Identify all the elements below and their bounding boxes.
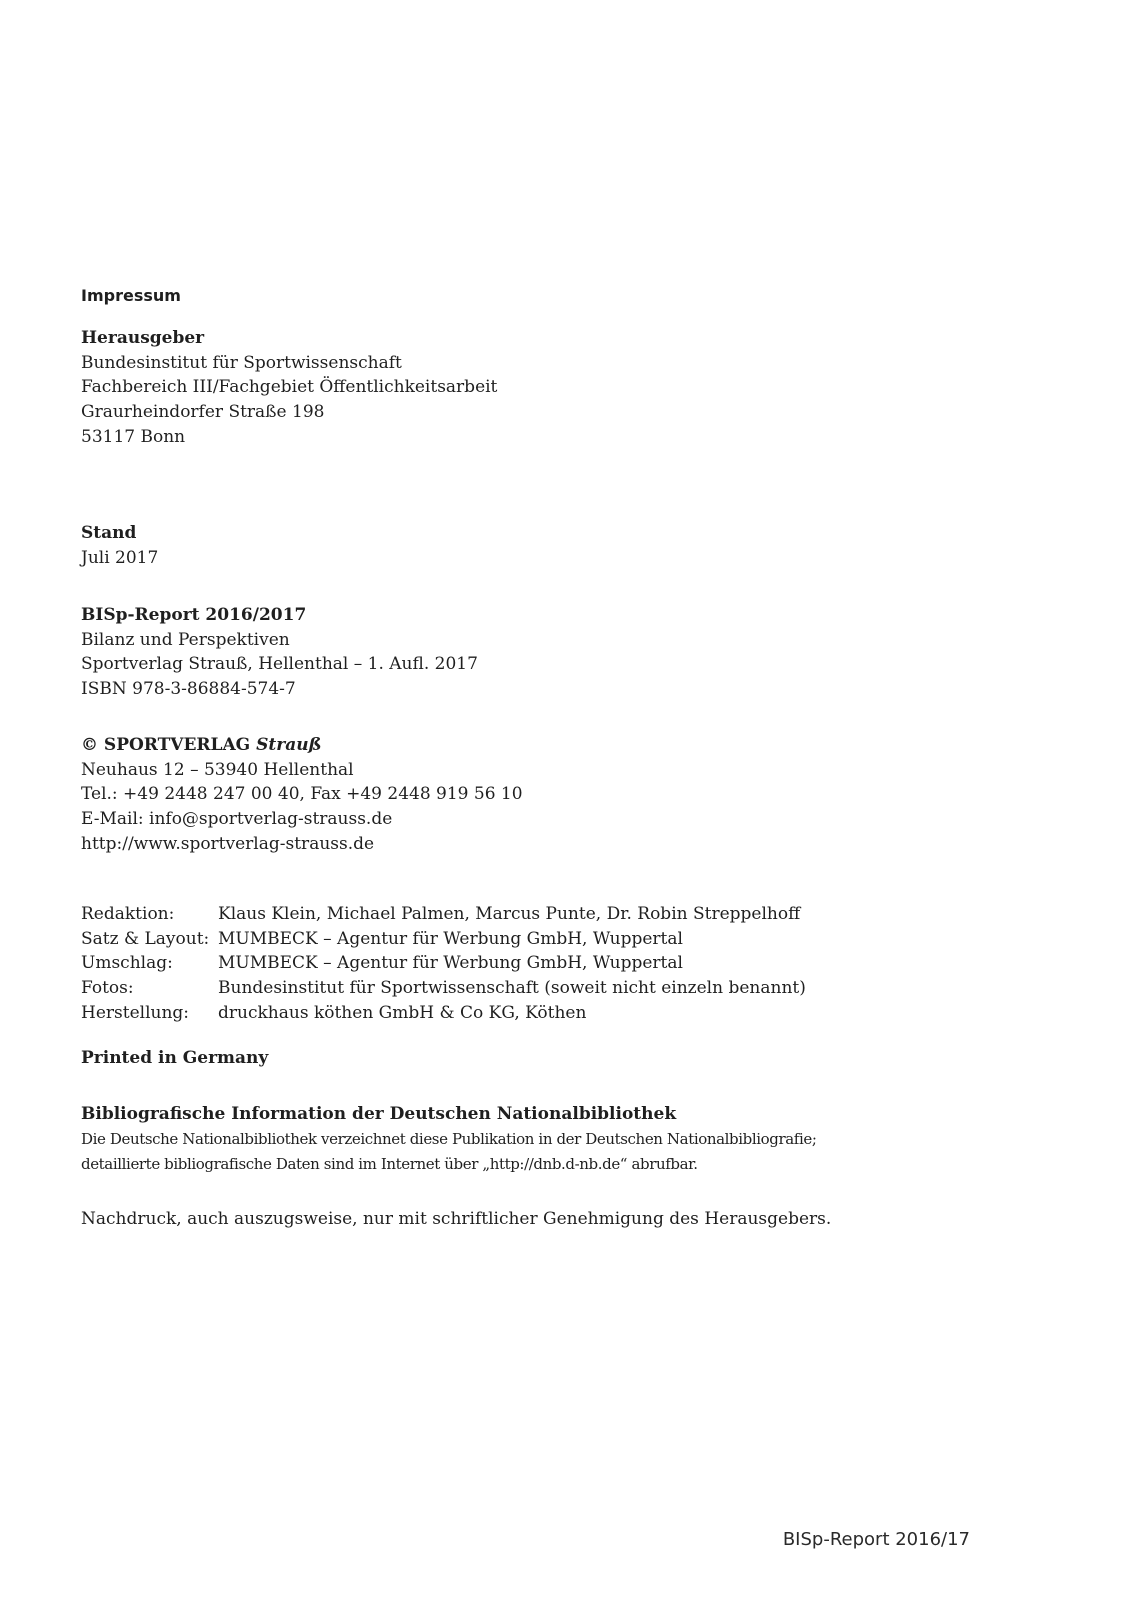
credits-value: Klaus Klein, Michael Palmen, Marcus Punte, Dr. Robin Streppelhoff [218,904,801,924]
credits-label: Herstellung: [81,1002,190,1023]
publisher-email[interactable]: E-Mail: info@sportverlag-strauss.de [81,809,393,830]
herausgeber-heading: Herausgeber [81,328,205,348]
bibliografie-section [81,1102,816,1177]
nachdruck-section [81,1207,831,1232]
nachdruck-note: Nachdruck, auch auszugsweise, nur mit schriftlicher Genehmigung des Herausgebers. [81,1209,832,1229]
credits-value: MUMBECK – Agentur für Werbung GmbH, Wuppertal [218,928,683,949]
publisher-section [81,733,523,857]
impressum-title: Impressum [81,286,181,305]
credits-label: Umschlag: [81,953,173,974]
herausgeber-line: 53117 Bonn [81,426,186,447]
publisher-phone: Tel.: +49 2448 247 00 40, Fax +49 2448 919 56 10 [81,784,523,805]
credits-label: Fotos: [81,978,134,999]
report-heading: BISp-Report 2016/2017 [81,605,307,625]
publisher-heading-prefix: © SPORTVERLAG [81,735,251,755]
credits-label: Redaktion: [81,904,175,924]
printed-in-germany: Printed in Germany [81,1048,269,1068]
bibliografie-heading: Bibliografische Information der Deutschen Nationalbibliothek [81,1104,677,1124]
stand-heading: Stand [81,523,137,543]
publisher-website[interactable]: http://www.sportverlag-strauss.de [81,833,375,854]
credits-row [81,951,806,976]
credits-label: Satz & Layout: [81,928,210,949]
herausgeber-section [81,326,497,450]
stand-section [81,521,158,570]
publisher-heading-name: Strauß [256,735,322,755]
herausgeber-line: Fachbereich III/Fachgebiet Öffentlichkeitsarbeit [81,377,498,398]
printed-section [81,1046,268,1071]
credits-row [81,976,806,1001]
credits-row [81,1001,806,1026]
report-line: Bilanz und Perspektiven [81,629,290,650]
herausgeber-line: Bundesinstitut für Sportwissenschaft [81,352,402,373]
credits-table [81,902,806,1026]
report-line: Sportverlag Strauß, Hellenthal – 1. Aufl. 2017 [81,654,478,675]
report-section [81,603,478,702]
herausgeber-line: Graurheindorfer Straße 198 [81,402,325,423]
page-footer: BISp-Report 2016/17 [782,1529,970,1550]
credits-value: Bundesinstitut für Sportwissenschaft (soweit nicht einzeln benannt) [218,978,806,999]
credits-value: druckhaus köthen GmbH & Co KG, Köthen [218,1002,587,1023]
report-isbn: ISBN 978-3-86884-574-7 [81,679,296,700]
stand-value: Juli 2017 [81,547,159,568]
credits-row [81,927,806,952]
credits-value: MUMBECK – Agentur für Werbung GmbH, Wuppertal [218,953,683,974]
credits-row [81,902,806,927]
publisher-heading [81,733,523,758]
bibliografie-line: detaillierte bibliografische Daten sind im Internet über „http://dnb.d-nb.de“ abrufbar. [81,1154,698,1173]
bibliografie-line: Die Deutsche Nationalbibliothek verzeichnet diese Publikation in der Deutschen Nationalbibliografie; [81,1129,817,1148]
publisher-address: Neuhaus 12 – 53940 Hellenthal [81,759,354,780]
